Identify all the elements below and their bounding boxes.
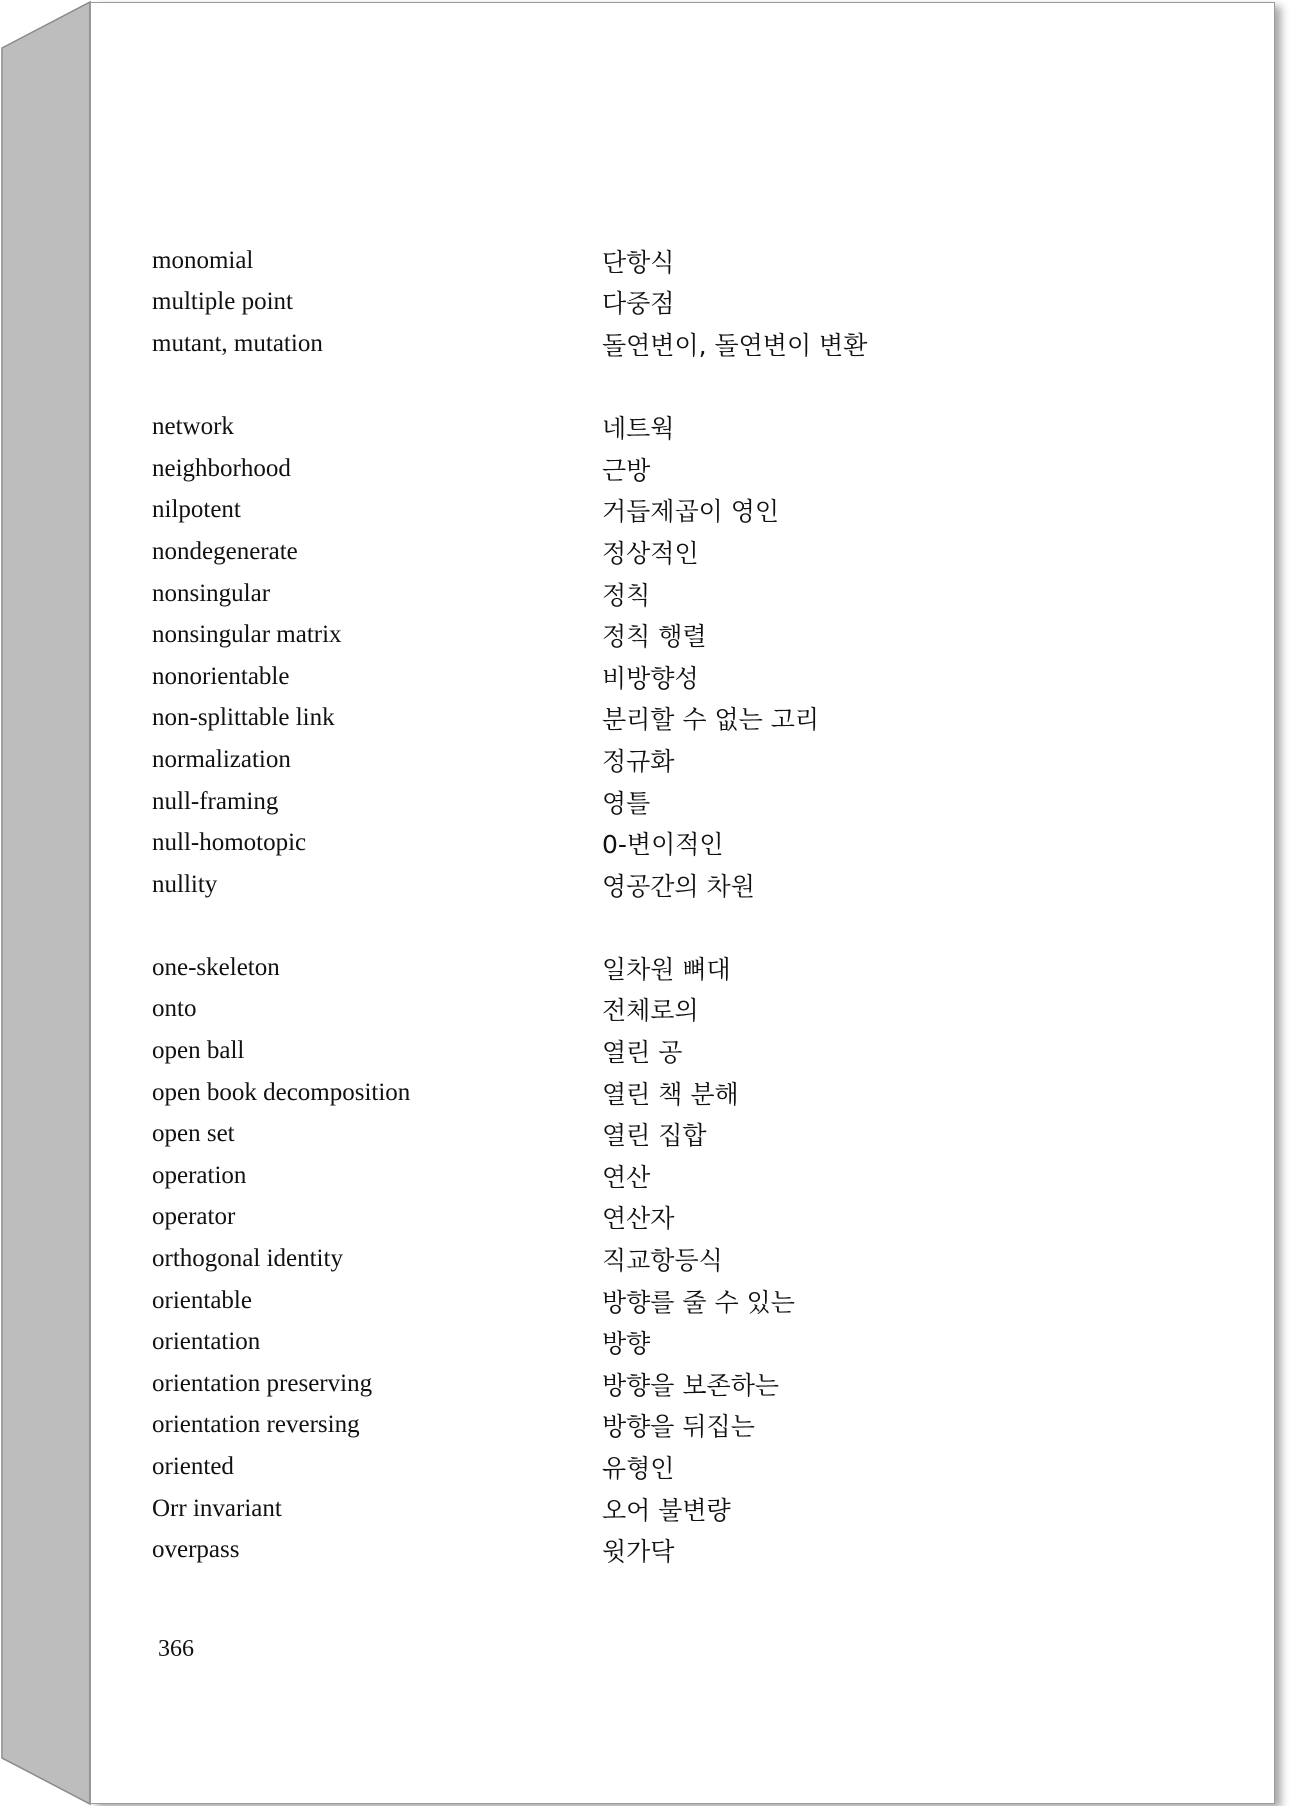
group-spacer (152, 365, 1052, 407)
glossary-row (152, 323, 1052, 365)
english-term: nullity (152, 870, 218, 898)
glossary-row (152, 1405, 1052, 1447)
korean-term: 유형인 (602, 1454, 675, 1484)
glossary-row (152, 1529, 1052, 1571)
glossary-row (152, 1446, 1052, 1488)
korean-term: 열린 책 분해 (602, 1079, 739, 1109)
korean-term: 비방향성 (602, 663, 699, 693)
english-term: orientation preserving (152, 1369, 373, 1397)
glossary-row (152, 989, 1052, 1031)
english-term: open set (152, 1120, 235, 1148)
korean-term: 정칙 행렬 (602, 622, 707, 652)
korean-term: 정규화 (602, 746, 675, 776)
glossary-row (152, 1321, 1052, 1363)
english-term: Orr invariant (152, 1494, 282, 1522)
glossary-row (152, 1488, 1052, 1530)
english-term: null-framing (152, 787, 279, 815)
glossary-row (152, 282, 1052, 324)
group-spacer (152, 906, 1052, 948)
glossary-row (152, 490, 1052, 532)
english-term: orthogonal identity (152, 1245, 343, 1273)
korean-term: 네트웍 (602, 414, 675, 444)
glossary-row (152, 614, 1052, 656)
korean-term: 전체로의 (602, 996, 699, 1026)
english-term: oriented (152, 1453, 234, 1481)
glossary-row (152, 1072, 1052, 1114)
english-term: monomial (152, 246, 254, 274)
korean-term: 돌연변이, 돌연변이 변환 (602, 330, 868, 360)
korean-term: 연산자 (602, 1204, 675, 1234)
korean-term: 오어 불변량 (602, 1495, 731, 1525)
glossary-row (152, 1113, 1052, 1155)
glossary-row (152, 1155, 1052, 1197)
english-term: nondegenerate (152, 537, 298, 565)
korean-term: 거듭제곱이 영인 (602, 497, 779, 527)
korean-term: 연산 (602, 1162, 651, 1192)
english-term: open ball (152, 1037, 245, 1065)
korean-term: 분리할 수 없는 고리 (602, 705, 820, 735)
english-term: open book decomposition (152, 1078, 411, 1106)
english-term: non-splittable link (152, 704, 335, 732)
korean-term: 방향을 뒤집는 (602, 1412, 755, 1442)
english-term: onto (152, 995, 197, 1023)
glossary-row (152, 1030, 1052, 1072)
glossary-row (152, 698, 1052, 740)
korean-term: 열린 집합 (602, 1121, 707, 1151)
english-term: operator (152, 1203, 236, 1231)
english-term: network (152, 413, 234, 441)
english-term: orientation (152, 1328, 261, 1356)
glossary-row (152, 864, 1052, 906)
korean-term: 일차원 뼈대 (602, 954, 731, 984)
glossary-row (152, 739, 1052, 781)
glossary-row (152, 822, 1052, 864)
glossary-row (152, 1197, 1052, 1239)
glossary-row (152, 947, 1052, 989)
glossary-row (152, 406, 1052, 448)
korean-term: 정칙 (602, 580, 651, 610)
glossary-row (152, 1363, 1052, 1405)
glossary-row (152, 1280, 1052, 1322)
english-term: multiple point (152, 288, 293, 316)
glossary-row (152, 656, 1052, 698)
page-number: 366 (158, 1636, 194, 1662)
korean-term: 방향 (602, 1329, 651, 1359)
korean-term: 영틀 (602, 788, 651, 818)
english-term: nilpotent (152, 496, 241, 524)
english-term: one-skeleton (152, 953, 280, 981)
english-term: operation (152, 1161, 247, 1189)
korean-term: 단항식 (602, 247, 675, 277)
korean-term: 0-변이적인 (602, 830, 724, 860)
korean-term: 정상적인 (602, 538, 699, 568)
korean-term: 윗가닥 (602, 1537, 675, 1567)
glossary-row (152, 531, 1052, 573)
glossary-row (152, 448, 1052, 490)
english-term: nonsingular (152, 579, 271, 607)
glossary-row (152, 781, 1052, 823)
korean-term: 방향을 보존하는 (602, 1370, 779, 1400)
english-term: null-homotopic (152, 829, 307, 857)
english-term: orientation reversing (152, 1411, 360, 1439)
english-term: overpass (152, 1536, 240, 1564)
glossary-row (152, 1238, 1052, 1280)
korean-term: 근방 (602, 455, 651, 485)
korean-term: 방향를 줄 수 있는 (602, 1287, 795, 1317)
korean-term: 영공간의 차원 (602, 871, 755, 901)
korean-term: 직교항등식 (602, 1246, 723, 1276)
english-term: normalization (152, 745, 291, 773)
english-term: orientable (152, 1286, 252, 1314)
english-term: nonsingular matrix (152, 621, 342, 649)
english-term: nonorientable (152, 662, 290, 690)
korean-term: 다중점 (602, 289, 675, 319)
korean-term: 열린 공 (602, 1038, 683, 1068)
glossary-row (152, 573, 1052, 615)
glossary-row (152, 240, 1052, 282)
english-term: mutant, mutation (152, 329, 323, 357)
glossary-entries (152, 240, 1052, 1571)
english-term: neighborhood (152, 454, 291, 482)
